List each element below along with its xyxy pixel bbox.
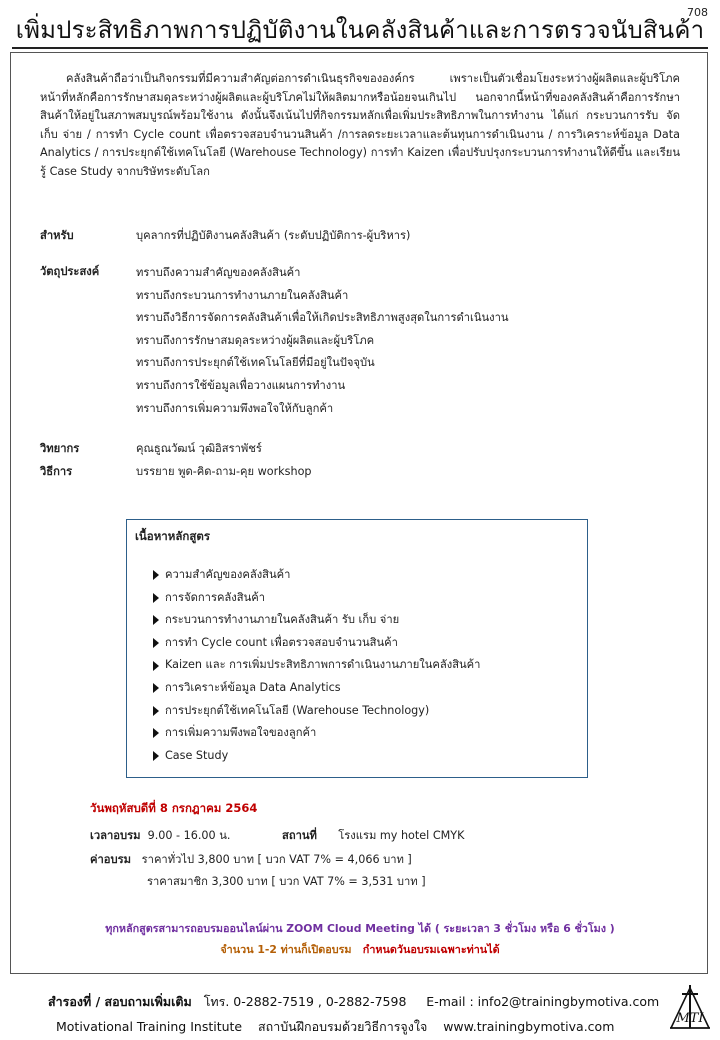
contact-line <box>48 992 659 1012</box>
course-content-heading: เนื้อหาหลักสูตร <box>135 529 210 543</box>
course-topic: การประยุกต์ใช้เทคโนโลยี (Warehouse Technology) <box>153 700 480 723</box>
course-topic: Case Study <box>153 745 480 768</box>
course-topic: กระบวนการทำงานภายในคลังสินค้า รับ เก็บ จ่าย <box>153 609 480 632</box>
custom-date-text: กำหนดวันอบรมเฉพาะท่านได้ <box>362 943 500 956</box>
time-row <box>90 826 230 844</box>
fee-member: ราคาสมาชิก 3,300 บาท [ บวก VAT 7% = 3,531 บาท ] <box>147 875 426 888</box>
online-training-note <box>0 920 720 937</box>
triangle-bullet-icon <box>153 570 159 580</box>
online-training-text: ทุกหลักสูตรสามารถอบรมออนไลน์ผ่าน ZOOM Cloud Meeting ได้ ( ระยะเวลา 3 ชั่วโมง หรือ 6 ชั่วโมง ) <box>105 922 615 935</box>
triangle-bullet-icon <box>153 751 159 761</box>
page-title: เพิ่มประสิทธิภาพการปฏิบัติงานในคลังสินค้าและการตรวจนับสินค้า <box>15 16 705 44</box>
course-topic: การทำ Cycle count เพื่อตรวจสอบจำนวนสินค้า <box>153 632 480 655</box>
audience-value: บุคลากรที่ปฏิบัติงานคลังสินค้า (ระดับปฏิบัติการ-ผู้บริหาร) <box>136 229 411 242</box>
triangle-bullet-icon <box>153 638 159 648</box>
course-topic: การจัดการคลังสินค้า <box>153 587 480 610</box>
speaker-label: วิทยากร <box>40 442 80 455</box>
speaker-value: คุณธูณวัฒน์ วุฒิอิสราพัชร์ <box>136 442 262 455</box>
objective-item: ทราบถึงความสำคัญของคลังสินค้า <box>136 266 301 279</box>
objective-item: ทราบถึงการรักษาสมดุลระหว่างผู้ผลิตและผู้บริโภค <box>136 333 375 347</box>
course-topic: การวิเคราะห์ข้อมูล Data Analytics <box>153 677 480 700</box>
method-value: บรรยาย พูด-คิด-ถาม-คุย workshop <box>136 465 312 478</box>
method-label: วิธีการ <box>40 465 73 478</box>
logo-lettering: MTI <box>676 1011 704 1026</box>
triangle-bullet-icon <box>153 615 159 625</box>
page-number: 708 <box>687 6 708 19</box>
fee-row <box>90 850 412 868</box>
fee-general: ราคาทั่วไป 3,800 บาท [ บวก VAT 7% = 4,066 บาท ] <box>141 853 412 866</box>
contact-phone: โทร. 0-2882-7519 , 0-2882-7598 <box>203 994 407 1009</box>
course-topic: การเพิ่มความพึงพอใจของลูกค้า <box>153 722 480 745</box>
objectives-label: วัตถุประสงค์ <box>40 265 100 278</box>
triangle-bullet-icon <box>153 683 159 693</box>
course-content-box <box>126 519 588 778</box>
time-label: เวลาอบรม <box>90 829 141 842</box>
objective-item: ทราบถึงการเพิ่มความพึงพอใจให้กับลูกค้า <box>136 401 334 415</box>
group-size-text: จำนวน 1-2 ท่านก็เปิดอบรม <box>220 943 352 956</box>
training-date: วันพฤหัสบดีที่ 8 กรกฎาคม 2564 <box>90 801 258 815</box>
contact-label: สำรองที่ / สอบถามเพิ่มเติม <box>48 994 192 1009</box>
contact-email[interactable]: E-mail : info2@trainingbymotiva.com <box>426 994 660 1009</box>
course-topic: Kaizen และ การเพิ่มประสิทธิภาพการดำเนินงานภายในคลังสินค้า <box>153 654 480 677</box>
audience-label: สำหรับ <box>40 229 74 242</box>
mti-logo-icon <box>668 982 712 1032</box>
org-name-en: Motivational Training Institute <box>56 1019 243 1034</box>
organization-line <box>56 1017 614 1037</box>
triangle-bullet-icon <box>153 728 159 738</box>
org-website[interactable]: www.trainingbymotiva.com <box>443 1019 615 1034</box>
intro-text: คลังสินค้าถือว่าเป็นกิจกรรมที่มีความสำคัญต่อการดำเนินธุรกิจขององค์กร เพราะเป็นตัวเชื่อมโยงระหว่างผู้ผลิตและผู้บริโภค หน้าที่หลักคือการรักษาสมดุลระหว่างผู้ผลิตและผู้บริโภคไม่ให้ผลิตมากหรือน้อยจนเกินไป นอกจากนี้หน้าที่ของคลังสินค้าคือการรักษาสินค้าให้อยู่ในสภาพสมบูรณ์พร้อมใช้งาน ดังนั้นจึงเน้นไปที่กิจกรรมหลักเพื่อเพิ่มประสิทธิภาพในการทำงาน ได้แก่ กระบวนการรับ จัดเก็บ จ่าย / การทำ Cycle count เพื่อตรวจสอบจำนวนสินค้า /การลดระยะเวลาและต้นทุนการดำเนินงาน / การวิเคราะห์ข้อมูล Data Analytics / การประยุกต์ใช้เทคโนโลยี (Warehouse Technology) การทำ Kaizen เพื่อปรับปรุงกระบวนการทำงานให้ดีขึ้น และเรียนรู้ Case Study จากบริษัทระดับโลก <box>40 72 680 178</box>
venue-row <box>282 826 464 844</box>
triangle-bullet-icon <box>153 706 159 716</box>
objective-item: ทราบถึงการประยุกต์ใช้เทคโนโลยีที่มีอยู่ในปัจจุบัน <box>136 356 375 370</box>
group-training-note <box>0 941 720 958</box>
course-topic: ความสำคัญของคลังสินค้า <box>153 564 480 587</box>
objective-item: ทราบถึงการใช้ข้อมูลเพื่อวางแผนการทำงาน <box>136 378 346 392</box>
objective-item: ทราบถึงกระบวนการทำงานภายในคลังสินค้า <box>136 288 349 302</box>
objective-item: ทราบถึงวิธีการจัดการคลังสินค้าเพื่อให้เกิดประสิทธิภาพสูงสุดในการดำเนินงาน <box>136 311 509 325</box>
venue-value: โรงแรม my hotel CMYK <box>338 829 465 842</box>
venue-label: สถานที่ <box>282 829 317 842</box>
time-value: 9.00 - 16.00 น. <box>147 829 231 842</box>
course-topic-list <box>153 564 480 767</box>
objectives-list <box>136 262 509 420</box>
fee-label: ค่าอบรม <box>90 853 131 866</box>
org-name-th: สถาบันฝึกอบรมด้วยวิธีการจูงใจ <box>258 1019 428 1034</box>
title-underline <box>12 47 708 49</box>
triangle-bullet-icon <box>153 593 159 603</box>
triangle-bullet-icon <box>153 661 159 671</box>
intro-paragraph <box>40 70 680 181</box>
